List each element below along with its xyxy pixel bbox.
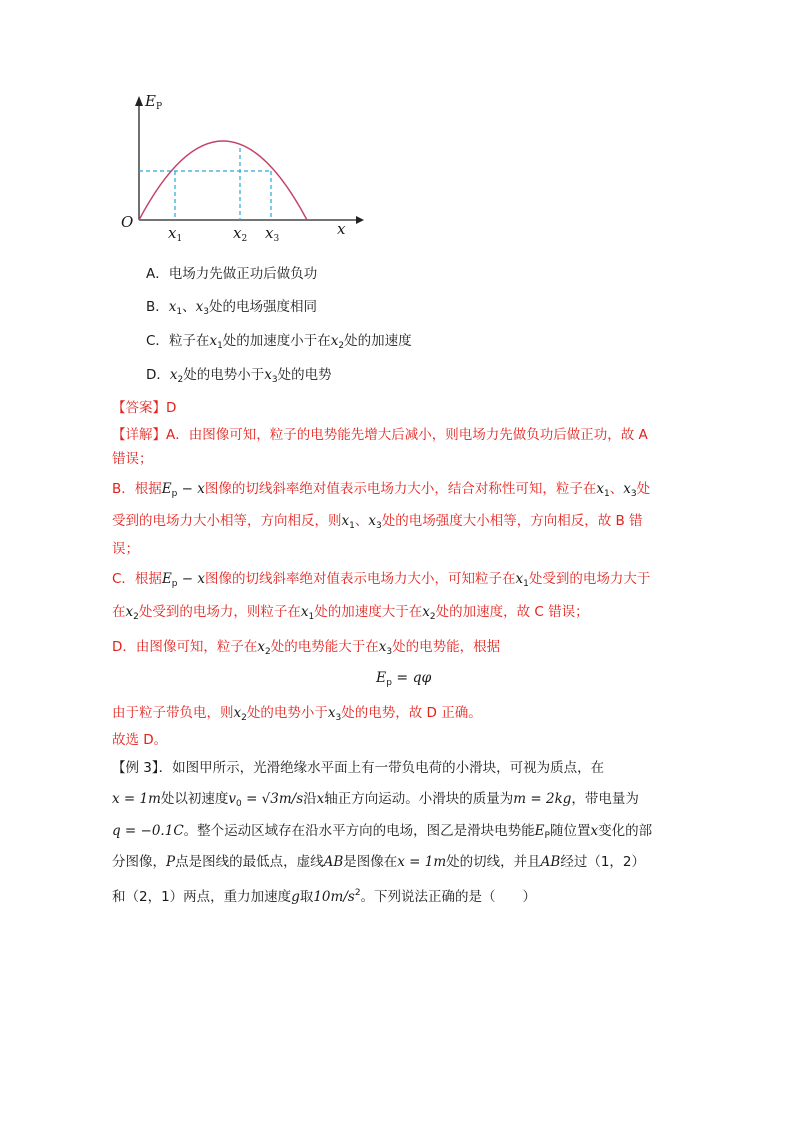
energy-curve [139, 141, 307, 220]
detail-b-line-3: 误； [112, 541, 139, 557]
tick-x3: $x_3$ [265, 224, 280, 244]
example3-line-5: 和（2，1）两点，重力加速度g取$10m/s^2$。下列说法正确的是（ ） [112, 888, 537, 905]
potential-energy-graph [112, 92, 372, 252]
detail-c-line-1: C．根据$E_p - x$图像的切线斜率绝对值表示电场力大小，可知粒子在$x_1$处受到的电场力大于 [112, 571, 651, 589]
tick-x1: $x_1$ [168, 224, 183, 244]
detail-b-line-1: B．根据$E_p - x$图像的切线斜率绝对值表示电场力大小，结合对称性可知，粒子在$x_1$、$x_3$处 [112, 481, 651, 499]
x-axis-arrow [356, 216, 364, 224]
detail-line-2: 错误； [112, 451, 153, 467]
x-axis-label: x [337, 220, 346, 238]
example3-line-1: 【例 3】．如图甲所示，光滑绝缘水平面上有一带负电荷的小滑块，可视为质点，在 [112, 760, 605, 776]
formula: $E_p = q\varphi$ [376, 670, 432, 688]
origin-label: O [121, 213, 134, 231]
option-c: C．粒子在$x_1$处的加速度小于在$x_2$处的加速度 [146, 333, 412, 351]
example3-line-3: q = −0.1C。整个运动区域存在沿水平方向的电场，图乙是滑块电势能$E_P$随位置x变化的部 [112, 823, 653, 841]
option-a: A．电场力先做正功后做负功 [146, 266, 318, 282]
example3-line-2: x = 1m处以初速度$v_0 = √3m/s$沿x轴正方向运动。小滑块的质量为m = 2kg，带电量为 [112, 791, 639, 809]
detail-c-line-2: 在$x_2$处受到的电场力，则粒子在$x_1$处的加速度大于在$x_2$处的加速度，故 C 错误； [112, 604, 589, 622]
option-d: D．$x_2$处的电势小于$x_3$处的电势 [146, 367, 332, 385]
tick-x2: $x_2$ [233, 224, 248, 244]
detail-d-line-3: 由于粒子带负电，则$x_2$处的电势小于$x_3$处的电势，故 D 正确。 [112, 705, 482, 723]
example3-line-4: 分图像，P点是图线的最低点，虚线AB是图像在x = 1m处的切线，并且AB经过（1，2） [112, 854, 646, 870]
detail-line-1: 【详解】A．由图像可知，粒子的电势能先增大后减小，则电场力先做负功后做正功，故 A [112, 427, 648, 443]
detail-b-line-2: 受到的电场力大小相等，方向相反，则$x_1$、$x_3$处的电场强度大小相等，方向相反，故 B 错 [112, 513, 643, 531]
option-b: B．$x_1$、$x_3$处的电场强度相同 [146, 299, 317, 317]
y-axis-label: $E_P$ [145, 92, 163, 112]
detail-d-line-1: D．由图像可知，粒子在$x_2$处的电势能大于在$x_3$处的电势能，根据 [112, 639, 501, 657]
y-axis-arrow [135, 96, 143, 106]
answer-label: 【答案】D [112, 400, 177, 416]
conclusion: 故选 D。 [112, 732, 168, 748]
